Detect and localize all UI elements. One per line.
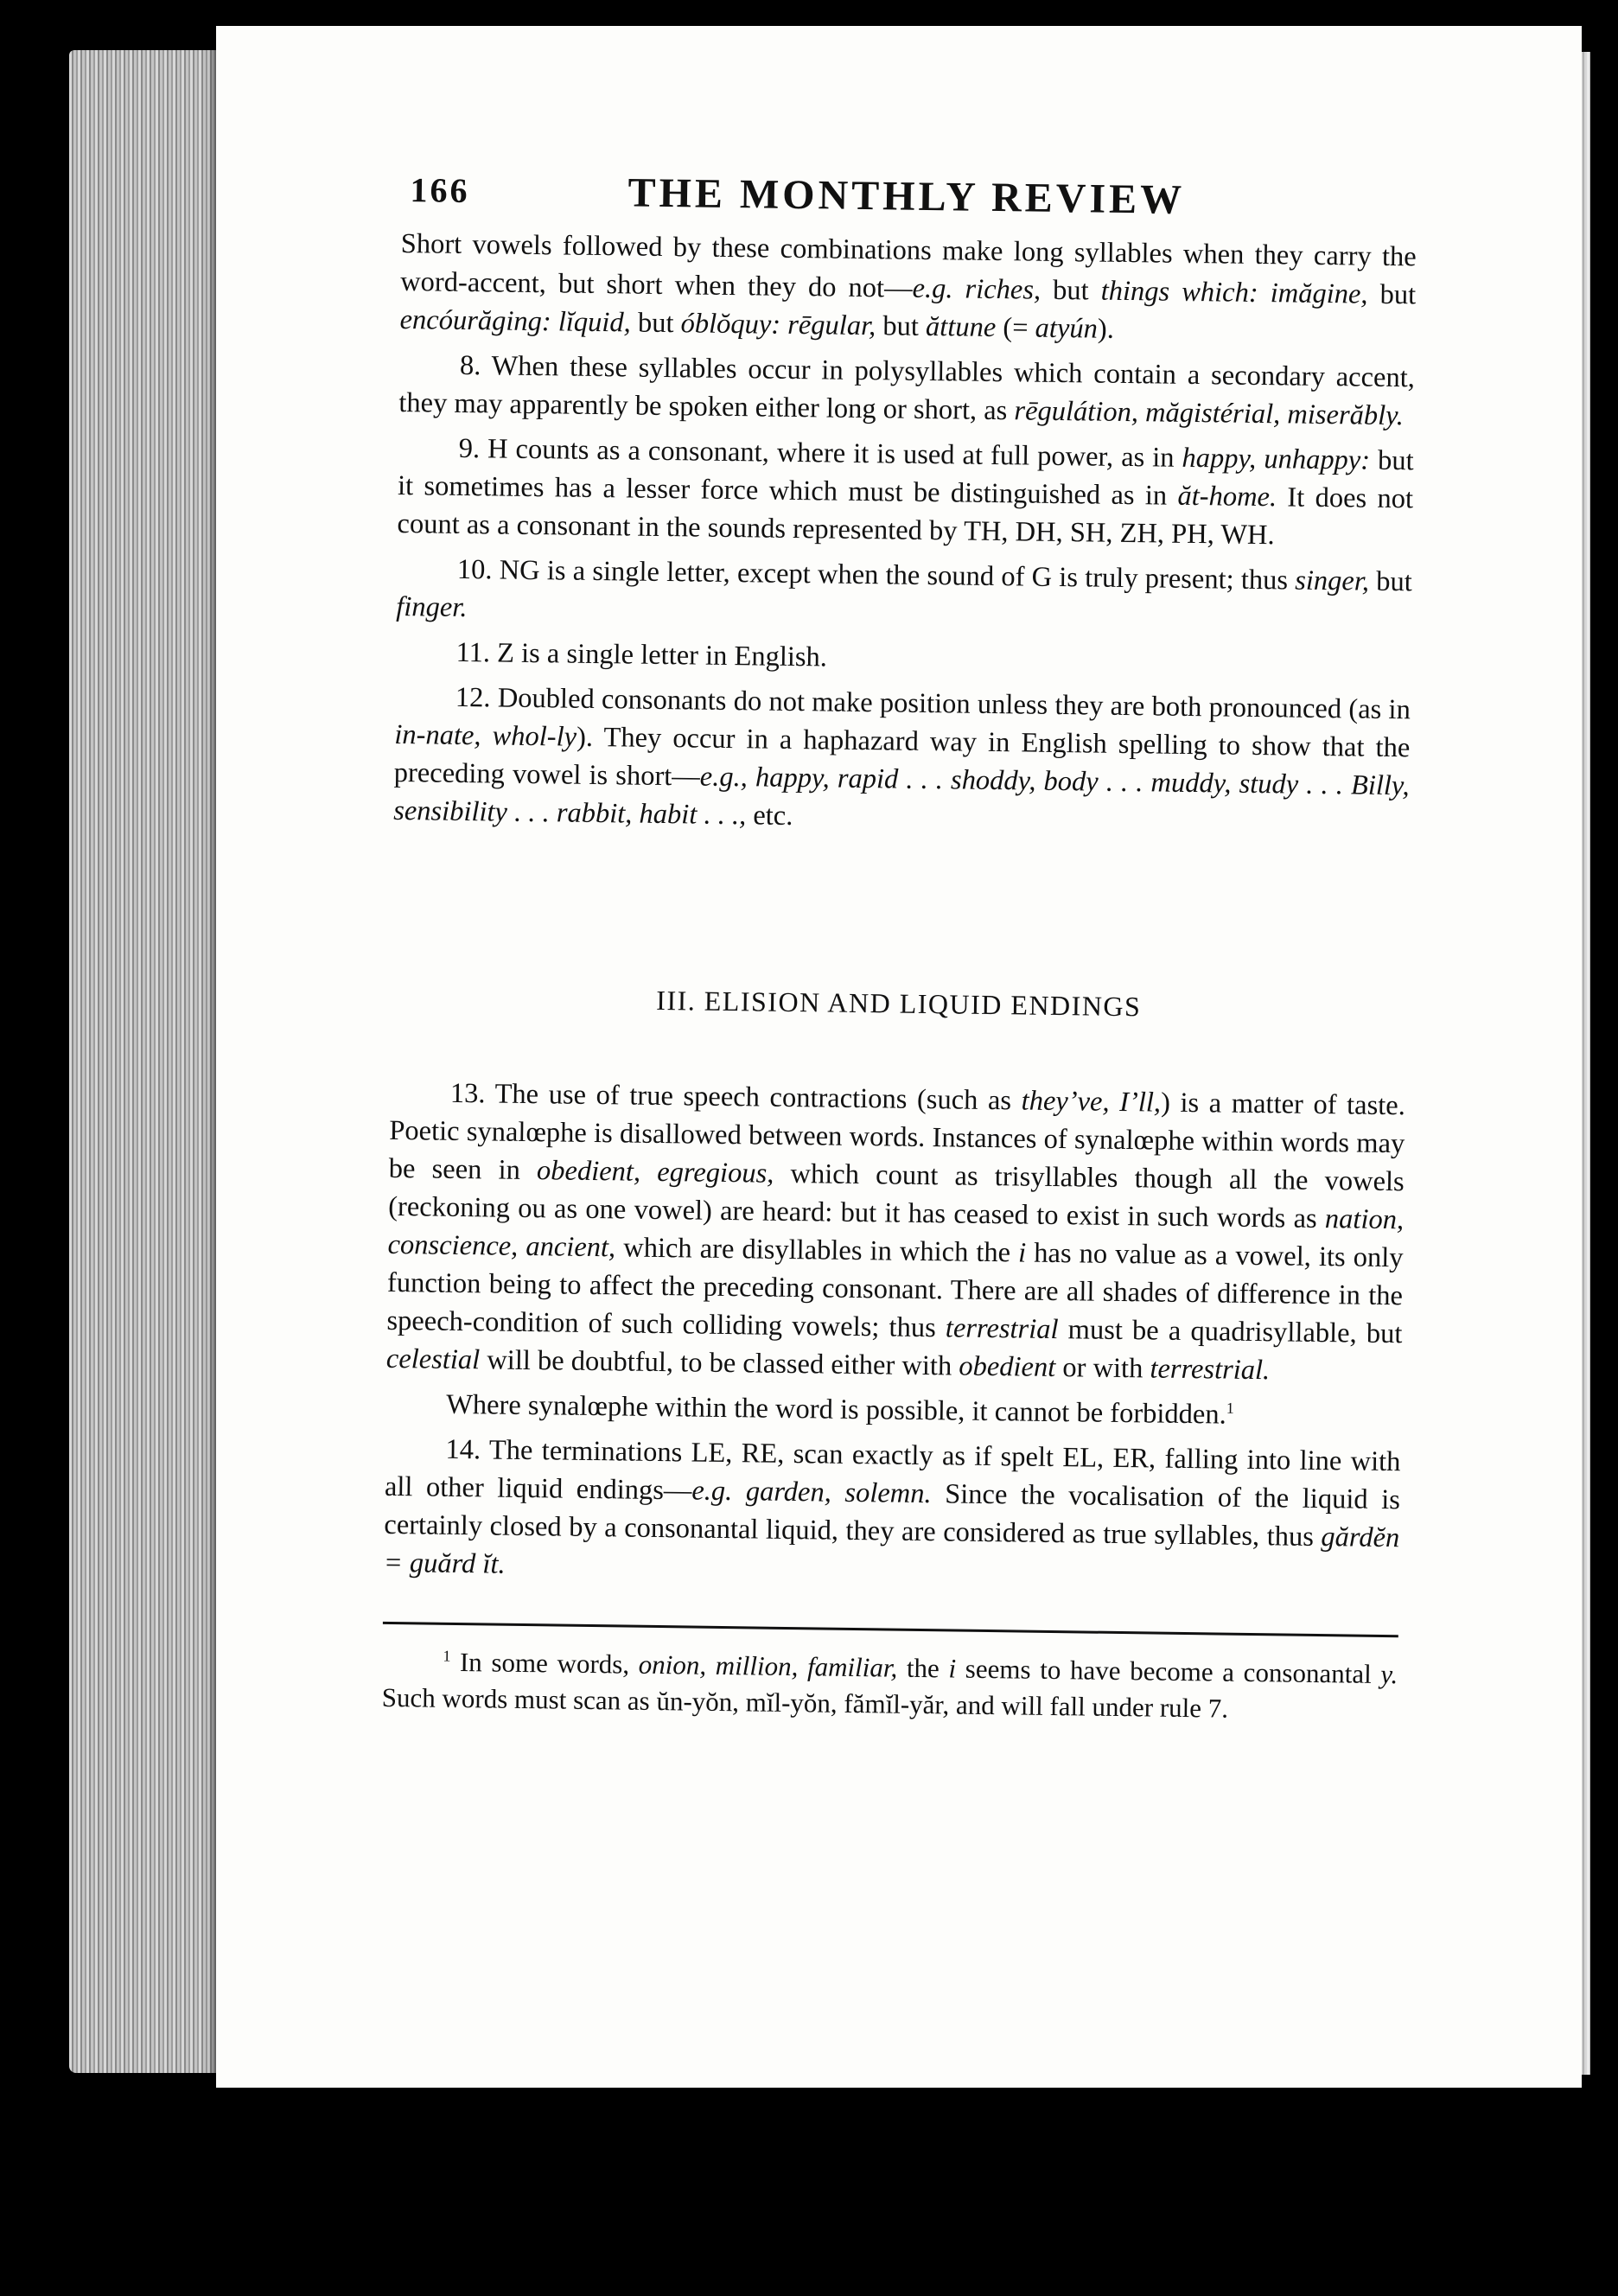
journal-title: THE MONTHLY REVIEW [627, 169, 1186, 223]
page-content [382, 164, 1417, 1729]
paragraph-short-vowels: Short vowels followed by these combinations make long syllables when they carry the word-accent, but short when they do not—e.g. riches, but things which: imăgine, but encóurăging: lĭquid, but óblŏquy: rēgular, but ăttune (= atyún). [399, 227, 1417, 345]
paragraph-rule-13: 13. The use of true speech contractions (such as they’ve, I’ll,) is a matter of taste. Poetic synalœphe is disallowed between words. Instances of synalœphe within words may be seen in obedient, egregious, which count as trisyllables though all the vowels (reckoning ou as one vowel) are heard: but it has ceased to exist in such words as nation, conscience, ancient, which are disyllables in which the i has no value as a vowel, its only function being to affect the preceding consonant. There are all shades of difference in the speech-condition of such colliding vowels; thus terrestrial must be a quadrisyllable, but celestial will be doubtful, to be classed either with obedient or with terrestrial. [385, 1077, 1406, 1387]
paragraph-synaloephe-note: Where synalœphe within the word is possible, it cannot be forbidden.$^1$ [445, 1388, 1234, 1431]
section-heading: III. ELISION AND LIQUID ENDINGS [656, 984, 1142, 1023]
paragraph-rule-8: 8. When these syllables occur in polysyllables which contain a secondary accent, they may apparently be spoken either long or short, as rēgulátion, măgistérial, miserăbly. [398, 349, 1416, 432]
footnote-reference[interactable]: 1 [1226, 1399, 1234, 1417]
footnote-marker: 1 [443, 1647, 451, 1665]
paragraph-rule-12: 12. Doubled consonants do not make position unless they are both pronounced (as in in-nate, whol-ly). They occur in a haphazard way in English spelling to show that the preceding vowel is short—e.g., happy, rapid . . . shoddy, body . . . muddy, study . . . Billy, sensibility . . . rabbit, habit . . ., etc. [392, 681, 1411, 832]
book-page [216, 26, 1582, 2088]
footnote: $^1$ In some words, onion, million, familiar, the i seems to have become a consonantal y. Such words must scan as ŭn-yŏn, mĭl-yŏn, fămĭl-yăr, and will fall under rule 7. [381, 1646, 1398, 1724]
page-number: 166 [410, 170, 470, 211]
footnote-divider [383, 1622, 1398, 1637]
paragraph-rule-14: 14. The terminations LE, RE, scan exactly as if spelt EL, ER, falling into line with all other liquid endings—e.g. garden, solemn. Since the vocalisation of the liquid is certainly closed by a consonantal liquid, they are considered as true syllables, thus gărdĕn = guărd ĭt. [383, 1433, 1401, 1580]
paragraph-rule-9: 9. H counts as a consonant, where it is used at full power, as in happy, unhappy: but it sometimes has a lesser force which must be distinguished as in ăt-home. It does not count as a consonant in the sounds represented by TH, DH, SH, ZH, PH, WH. [397, 432, 1414, 552]
paragraph-rule-10: 10. NG is a single letter, except when the sound of G is truly present; thus singer, but finger. [396, 553, 1413, 624]
book-page-stack-left [69, 50, 233, 2073]
paragraph-rule-11: 11. Z is a single letter in English. [455, 636, 828, 673]
